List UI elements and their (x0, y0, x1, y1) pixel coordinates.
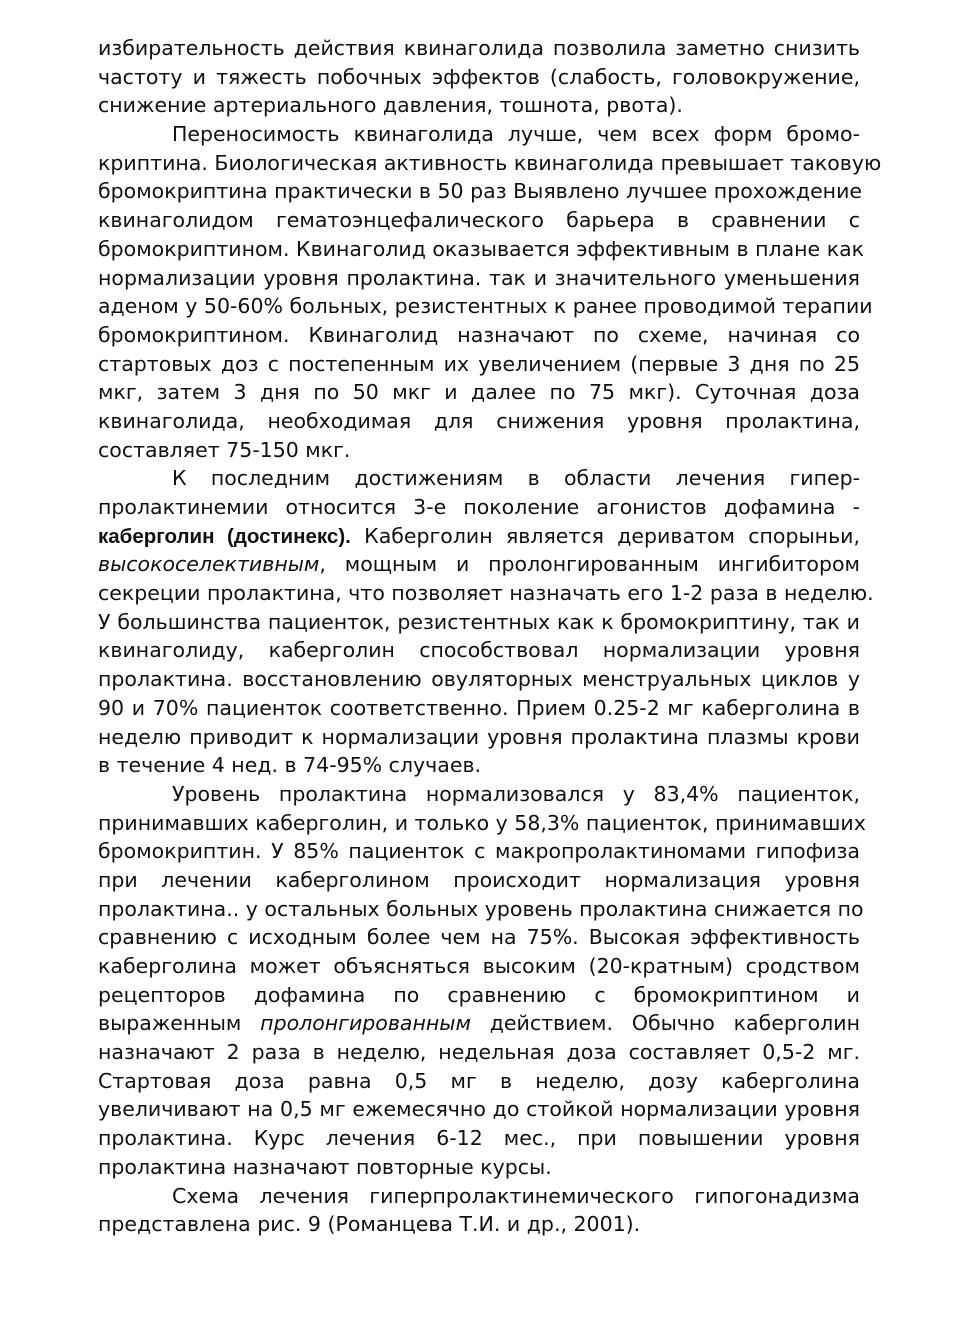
text-line: Стартовая доза равна 0,5 мг в неделю, дозу каберголина (98, 1068, 860, 1093)
text-line (98, 550, 860, 579)
italic-term: пролонгированным (260, 1011, 471, 1036)
text-line: принимавших каберголин, и только у 58,3% пациенток, принимавших (98, 810, 866, 835)
text-line: пролактина.. у остальных больных уровень пролактина снижается по (98, 896, 864, 921)
body-text (98, 34, 882, 1239)
text-line: увеличивают на 0,5 мг ежемесячно до стойкой нормализации уровня (98, 1097, 860, 1122)
text-line: аденом у 50-60% больных, резистентных к ранее проводимой терапии (98, 294, 873, 319)
text-line: секреции пролактина, что позволяет назначать его 1-2 раза в неделю. (98, 581, 874, 606)
text-line: составляет 75-150 мкг. (98, 437, 351, 462)
text-line: пролактина назначают повторные курсы. (98, 1154, 552, 1179)
text-run: выраженным (98, 1011, 261, 1036)
text-run: , мощным и пролонгированным ингибитором (319, 552, 860, 577)
text-line: при лечении каберголином происходит нормализация уровня (98, 867, 860, 892)
text-line: нормализации уровня пролактина. так и значительного уменьшения (98, 265, 860, 290)
text-run: действием. Обычно каберголин (470, 1011, 860, 1036)
text-line (98, 522, 860, 551)
text-line: пролактина. восстановлению овуляторных менструальных циклов у (98, 667, 860, 692)
text-line: квинаголидом гематоэнцефалического барьера в сравнении с (98, 208, 860, 233)
text-line: У большинства пациенток, резистентных как к бромокриптину, так и (98, 609, 860, 634)
text-line: К последним достижениям в области лечения гипер- (172, 466, 860, 491)
text-line: бромокриптином. Квинаголид назначают по схеме, начиная со (98, 322, 860, 347)
paragraph-2 (98, 120, 882, 464)
text-line: снижение артериального давления, тошнота, рвота). (98, 93, 683, 118)
text-line: криптина. Биологическая активность квинаголида превышает таковую (98, 150, 882, 175)
paragraph-5 (98, 1182, 860, 1239)
text-line: стартовых доз с постепенным их увеличением (первые 3 дня по 25 (98, 351, 860, 376)
text-line: бромокриптина практически в 50 раз Выявлено лучшее прохождение (98, 179, 863, 204)
text-line: 90 и 70% пациенток соответственно. Прием 0.25-2 мг каберголина в (98, 695, 860, 720)
bold-term: каберголин (достинекс). (98, 524, 351, 548)
text-line: бромокриптином. Квинаголид оказывается эффективным в плане как (98, 236, 865, 261)
text-line: рецепторов дофамина по сравнению с бромокриптином и (98, 982, 860, 1007)
text-line: частоту и тяжесть побочных эффектов (слабость, головокружение, (98, 64, 860, 89)
text-run: Каберголин является дериватом спорыньи, (350, 523, 860, 548)
text-line: квинаголиду, каберголин способствовал нормализации уровня (98, 638, 860, 663)
text-line: Схема лечения гиперпролактинемического гипогонадизма (172, 1183, 860, 1208)
text-line: бромокриптин. У 85% пациенток с макропролактиномами гипофиза (98, 839, 860, 864)
text-line: Уровень пролактина нормализовался у 83,4% пациенток, (172, 781, 860, 806)
text-line: назначают 2 раза в неделю, недельная доза составляет 0,5-2 мг. (98, 1040, 860, 1065)
paragraph-3 (98, 464, 874, 780)
text-line: Переносимость квинаголида лучше, чем всех форм бромо- (172, 122, 860, 147)
text-line: пролактинемии относится 3-е поколение агонистов дофамина - (98, 495, 860, 519)
text-line: квинаголида, необходимая для снижения уровня пролактина, (98, 408, 860, 433)
paragraph-1 (98, 34, 860, 120)
text-line: сравнению с исходным более чем на 75%. Высокая эффективность (98, 925, 860, 950)
italic-term: высокоселективным (98, 552, 320, 577)
text-line: пролактина. Курс лечения 6-12 мес., при повышении уровня (98, 1126, 860, 1151)
text-line: неделю приводит к нормализации уровня пролактина плазмы крови (98, 724, 860, 749)
text-line: мкг, затем 3 дня по 50 мкг и далее по 75 мкг). Суточная доза (98, 380, 860, 405)
paragraph-4 (98, 780, 866, 1182)
text-line: представлена рис. 9 (Романцева Т.И. и др., 2001). (98, 1212, 641, 1237)
text-line: каберголина может объясняться высоким (20-кратным) сродством (98, 954, 860, 978)
text-line (98, 1009, 860, 1038)
text-line: избирательность действия квинаголида позволила заметно снизить (98, 36, 860, 60)
text-line: в течение 4 нед. в 74-95% случаев. (98, 753, 482, 778)
